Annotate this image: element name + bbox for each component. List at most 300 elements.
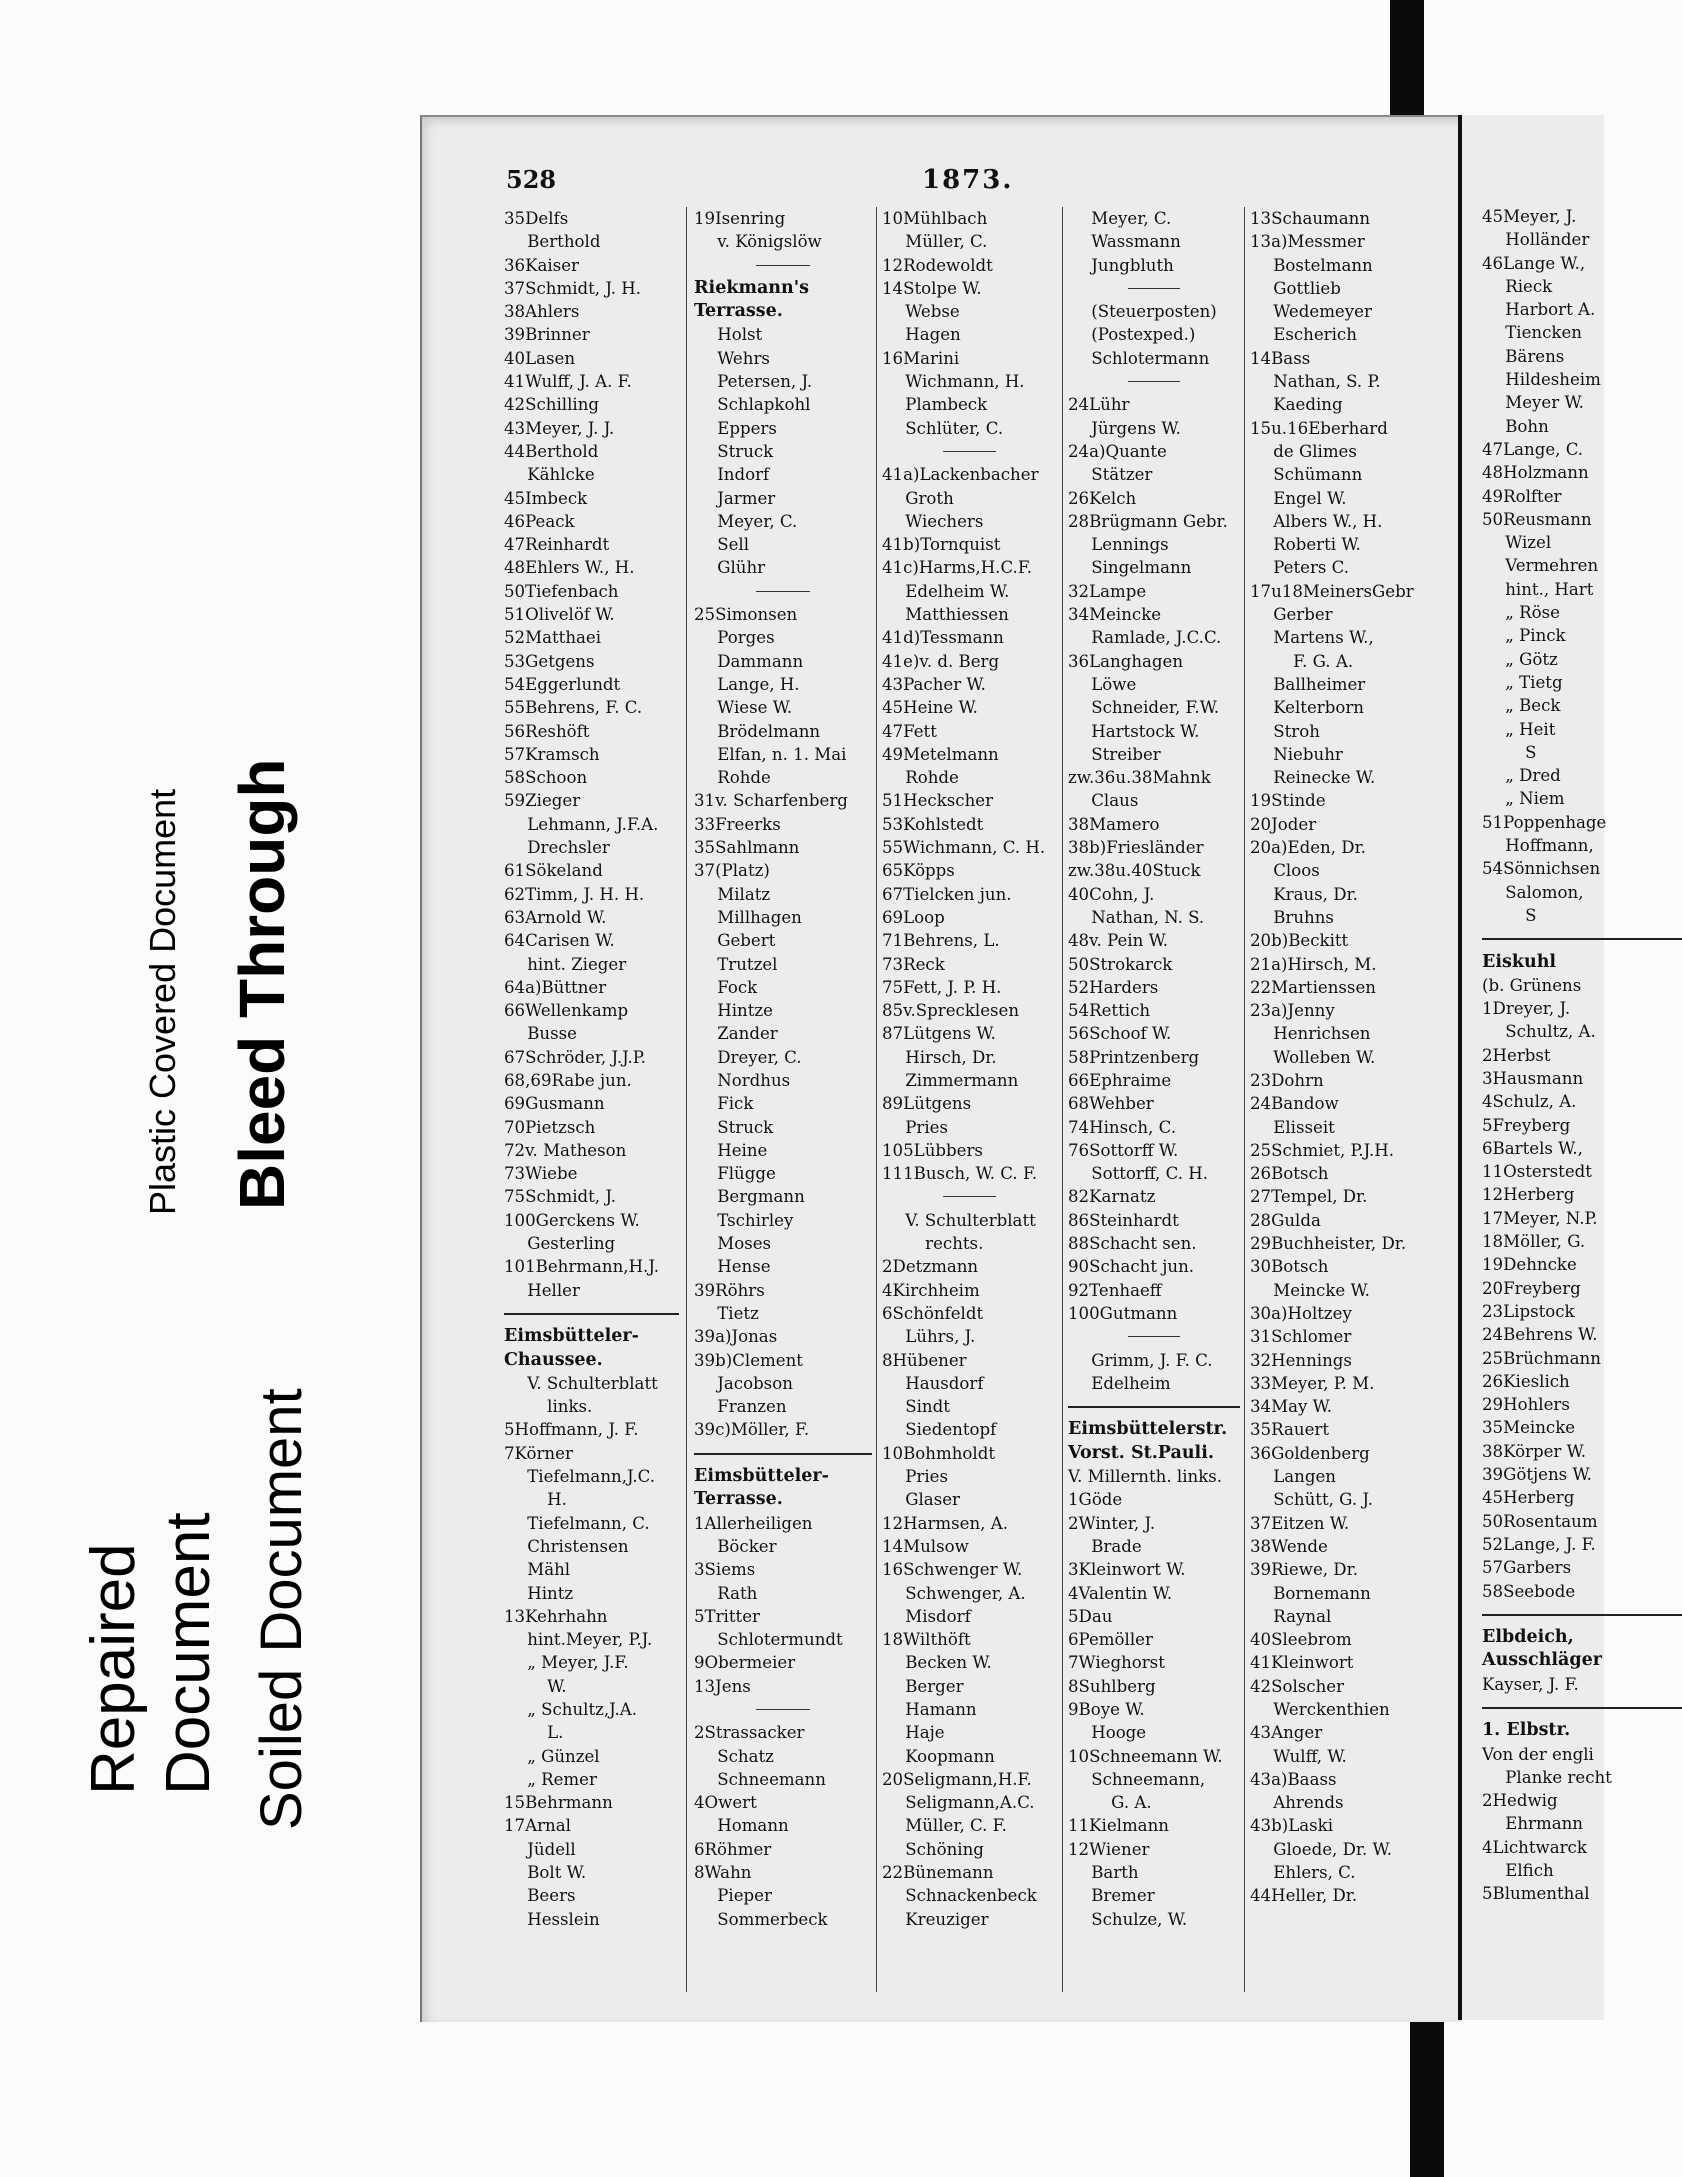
directory-entry: 28Brügmann Gebr.: [1068, 511, 1228, 531]
directory-entry: Struck: [717, 1117, 774, 1137]
directory-entry: 75Fett, J. P. H.: [882, 977, 1002, 997]
directory-entry: Löwe: [1091, 674, 1137, 694]
directory-entry: 8Hübener: [882, 1350, 967, 1370]
directory-entry: Ramlade, J.C.C.: [1091, 628, 1222, 648]
column-rule: [686, 207, 687, 1992]
directory-entry: Kelterborn: [1273, 698, 1364, 718]
directory-entry: 20Freyberg: [1482, 1278, 1581, 1298]
directory-entry: Kaeding: [1273, 395, 1343, 415]
directory-entry: Zimmermann: [905, 1070, 1019, 1090]
repaired-label: Repaired: [79, 1543, 148, 1795]
directory-entry: Schatz: [717, 1746, 774, 1766]
directory-entry: Homann: [717, 1816, 789, 1836]
directory-entry: 43a)Baass: [1250, 1769, 1337, 1789]
directory-entry: Hildesheim: [1505, 370, 1601, 390]
directory-entry: 43Pacher W.: [882, 674, 986, 694]
directory-entry: 67Schröder, J.J.P.: [504, 1047, 646, 1067]
page-year: 1873.: [922, 165, 1014, 195]
directory-entry: 52Harders: [1068, 977, 1159, 997]
section-rule: [1068, 1395, 1240, 1418]
directory-entry: 75Schmidt, J.: [504, 1187, 616, 1207]
directory-entry: Harbort A.: [1505, 300, 1596, 320]
directory-entry: (b. Grünens: [1482, 975, 1582, 995]
separator-rule: [694, 1698, 872, 1721]
directory-entry: 73Reck: [882, 954, 945, 974]
directory-entry: 26Kieslich: [1482, 1371, 1570, 1391]
directory-entry: Vermehren: [1505, 556, 1599, 576]
directory-entry: 68,69Rabe jun.: [504, 1070, 632, 1090]
directory-entry: 23a)Jenny: [1250, 1001, 1335, 1021]
directory-entry: Roberti W.: [1273, 535, 1361, 555]
directory-entry: Christensen: [527, 1536, 629, 1556]
directory-entry: 52Lange, J. F.: [1482, 1534, 1596, 1554]
directory-entry: Nathan, S. P.: [1273, 372, 1381, 392]
directory-entry: 44Heller, Dr.: [1250, 1886, 1358, 1906]
directory-entry: F. G. A.: [1293, 651, 1354, 671]
directory-entry: 17u18MeinersGebr: [1250, 581, 1414, 601]
directory-entry: Werckenthien: [1273, 1700, 1390, 1719]
directory-entry: 86Steinhardt: [1068, 1210, 1179, 1230]
directory-entry: Jacobson: [717, 1373, 793, 1393]
directory-entry: Bornemann: [1273, 1583, 1371, 1603]
directory-entry: 35Delfs: [504, 209, 569, 228]
directory-entry: 33Freerks: [694, 814, 781, 834]
directory-entry: 37Eitzen W.: [1250, 1513, 1350, 1533]
directory-entry: Plambeck: [905, 395, 988, 415]
directory-entry: Ahrends: [1273, 1793, 1344, 1813]
directory-entry: 9Boye W.: [1068, 1700, 1145, 1719]
directory-entry: Kreuziger: [905, 1909, 989, 1929]
directory-entry: 40Lasen: [504, 348, 576, 368]
directory-entry: Lange, H.: [717, 674, 800, 694]
directory-entry: „ Remer: [527, 1769, 597, 1789]
directory-entry: 39Röhrs: [694, 1280, 765, 1300]
directory-entry: 34Meincke: [1068, 605, 1162, 625]
directory-entry: 19Dehncke: [1482, 1255, 1577, 1275]
directory-entry: 35Meincke: [1482, 1418, 1576, 1438]
separator-rule: [1068, 1325, 1240, 1348]
directory-entry: 105Lübbers: [882, 1140, 983, 1160]
directory-entry: 14Bass: [1250, 348, 1311, 368]
directory-entry: Matthiessen: [905, 605, 1009, 625]
directory-entry: Schultz, A.: [1505, 1022, 1596, 1042]
directory-entry: Schütt, G. J.: [1273, 1490, 1374, 1510]
directory-entry: Elisseit: [1273, 1117, 1335, 1137]
directory-entry: 8Wahn: [694, 1863, 752, 1883]
directory-entry: 40Cohn, J.: [1068, 884, 1155, 904]
directory-entry: 12Wiener: [1068, 1839, 1150, 1859]
directory-entry: 24a)Quante: [1068, 441, 1167, 461]
directory-entry: Eppers: [717, 418, 777, 438]
scanned-page: [420, 115, 1462, 2022]
directory-entry: 46Lange W.,: [1482, 253, 1586, 273]
directory-entry: Barth: [1091, 1863, 1139, 1883]
directory-entry: Hintz: [527, 1583, 574, 1603]
directory-entry: 41c)Harms,H.C.F.: [882, 558, 1033, 578]
directory-entry: Engel W.: [1273, 488, 1347, 508]
directory-entry: 12Rodewoldt: [882, 255, 993, 275]
directory-entry: Hagen: [905, 325, 961, 345]
directory-entry: Böcker: [717, 1536, 777, 1556]
directory-entry: 26Botsch: [1250, 1164, 1329, 1184]
directory-entry: 38Körper W.: [1482, 1441, 1587, 1461]
directory-entry: 50Rosentaum: [1482, 1511, 1598, 1531]
directory-entry: 30a)Holtzey: [1250, 1303, 1352, 1323]
directory-entry: 50Tiefenbach: [504, 581, 619, 601]
separator-rule: [694, 580, 872, 603]
directory-entry: S: [1525, 742, 1537, 762]
directory-entry: 54Sönnichsen: [1482, 859, 1601, 879]
directory-entry: 39a)Jonas: [694, 1327, 778, 1347]
directory-entry: 66Wellenkamp: [504, 1001, 629, 1021]
directory-entry: Elfan, n. 1. Mai: [717, 744, 847, 764]
directory-entry: Jürgens W.: [1091, 418, 1181, 438]
directory-entry: Sottorff, C. H.: [1091, 1164, 1208, 1184]
directory-entry: 5Freyberg: [1482, 1115, 1571, 1135]
directory-entry: 13Schaumann: [1250, 209, 1371, 228]
directory-entry: 4Valentin W.: [1068, 1583, 1173, 1603]
directory-entry: Wiechers: [905, 511, 984, 531]
directory-entry: Meincke W.: [1273, 1280, 1370, 1300]
directory-entry: 76Sottorff W.: [1068, 1140, 1179, 1160]
directory-entry: 59Zieger: [504, 791, 581, 811]
directory-entry: Millhagen: [717, 907, 802, 927]
column-rule: [1062, 207, 1063, 1992]
directory-entry: 45Herberg: [1482, 1488, 1575, 1508]
adjoining-page: [1458, 115, 1612, 2020]
directory-entry: 43b)Laski: [1250, 1816, 1334, 1836]
directory-entry: Wedemeyer: [1273, 302, 1372, 322]
directory-entry: Salomon,: [1505, 882, 1584, 902]
directory-entry: Holst: [717, 325, 763, 345]
directory-entry: 47Reinhardt: [504, 535, 610, 555]
section-rule: [1482, 1696, 1682, 1719]
directory-entry: Misdorf: [905, 1606, 971, 1626]
directory-entry: 2Detzmann: [882, 1257, 979, 1277]
street-heading: Chaussee.: [504, 1349, 603, 1370]
directory-entry: 56Reshöft: [504, 721, 590, 741]
directory-entry: 69Loop: [882, 907, 945, 927]
directory-entry: 25Simonsen: [694, 605, 798, 625]
directory-entry: 73Wiebe: [504, 1164, 578, 1184]
directory-entry: 4Owert: [694, 1793, 757, 1813]
directory-entry: 72v. Matheson: [504, 1140, 627, 1160]
directory-entry: 55Behrens, F. C.: [504, 698, 643, 718]
street-heading: Eimsbüttelerstr.: [1068, 1419, 1228, 1440]
directory-entry: 85v.Sprecklesen: [882, 1001, 1020, 1021]
directory-entry: 11Osterstedt: [1482, 1162, 1592, 1182]
directory-entry: Porges: [717, 628, 775, 648]
directory-entry: 35Rauert: [1250, 1420, 1329, 1440]
directory-entry: 7Körner: [504, 1443, 573, 1463]
directory-entry: Brade: [1091, 1536, 1142, 1556]
directory-entry: 56Schoof W.: [1068, 1024, 1172, 1044]
directory-entry: Planke recht: [1505, 1767, 1612, 1787]
directory-entry: Jüdell: [527, 1839, 576, 1859]
directory-entry: Escherich: [1273, 325, 1357, 345]
directory-entry: 24Lühr: [1068, 395, 1130, 415]
street-heading: Elbdeich,: [1482, 1627, 1574, 1648]
directory-entry: Milatz: [717, 884, 771, 904]
directory-entry: 12Harmsen, A.: [882, 1513, 1008, 1533]
column-rule: [1244, 207, 1245, 1992]
section-rule: [694, 1442, 872, 1465]
directory-entry: Wehrs: [717, 348, 770, 368]
directory-entry: 64Carisen W.: [504, 931, 615, 951]
directory-entry: 13Jens: [694, 1676, 751, 1696]
section-rule: [1482, 1603, 1682, 1626]
directory-entry: 49Metelmann: [882, 744, 999, 764]
directory-entry: Bohn: [1505, 416, 1549, 436]
directory-entry: Kählcke: [527, 465, 595, 485]
directory-entry: 13a)Messmer: [1250, 232, 1365, 252]
directory-entry: 64a)Büttner: [504, 977, 607, 997]
directory-entry: Schwenger, A.: [905, 1583, 1026, 1603]
directory-column-5: [1250, 207, 1432, 1908]
directory-entry: 17Arnal: [504, 1816, 571, 1836]
directory-entry: 111Busch, W. C. F.: [882, 1164, 1038, 1184]
directory-entry: 6Bartels W.,: [1482, 1138, 1583, 1158]
directory-entry: 2Winter, J.: [1068, 1513, 1156, 1533]
directory-entry: 8Suhlberg: [1068, 1676, 1156, 1696]
directory-entry: Wiese W.: [717, 698, 793, 718]
directory-entry: Tiencken: [1505, 323, 1582, 343]
directory-entry: Brödelmann: [717, 721, 821, 741]
directory-entry: Cloos: [1273, 861, 1320, 881]
directory-entry: 70Pietzsch: [504, 1117, 596, 1137]
directory-entry: 4Kirchheim: [882, 1280, 980, 1300]
directory-entry: Dreyer, C.: [717, 1047, 802, 1067]
directory-entry: Martens W.,: [1273, 628, 1374, 648]
directory-entry: Franzen: [717, 1397, 787, 1417]
soiled-document-label: Soiled Document: [249, 1388, 314, 1830]
directory-entry: 74Hinsch, C.: [1068, 1117, 1177, 1137]
directory-column-3: [882, 207, 1057, 1931]
directory-entry: Rath: [717, 1583, 758, 1603]
directory-entry: 54Rettich: [1068, 1001, 1151, 1021]
directory-entry: 14Mulsow: [882, 1536, 969, 1556]
directory-entry: Von der engli: [1482, 1744, 1594, 1764]
directory-entry: Pieper: [717, 1886, 772, 1906]
directory-entry: de Glimes: [1273, 441, 1357, 461]
directory-entry: 61Sökeland: [504, 861, 603, 881]
directory-entry: 29Hohlers: [1482, 1395, 1570, 1415]
directory-entry: 27Tempel, Dr.: [1250, 1187, 1368, 1207]
directory-entry: 10Mühlbach: [882, 209, 988, 228]
directory-entry: Hesslein: [527, 1909, 600, 1929]
directory-entry: 36Langhagen: [1068, 651, 1184, 671]
directory-entry: 48Holzmann: [1482, 463, 1589, 483]
directory-entry: Petersen, J.: [717, 372, 813, 392]
directory-entry: Elfich: [1505, 1861, 1554, 1881]
directory-entry: Hintze: [717, 1001, 773, 1021]
directory-entry: Gloede, Dr. W.: [1273, 1839, 1392, 1859]
street-heading: Eimsbütteler-: [504, 1326, 639, 1347]
directory-entry: 53Kohlstedt: [882, 814, 984, 834]
directory-entry: 13Kehrhahn: [504, 1606, 608, 1626]
directory-entry: 36Goldenberg: [1250, 1443, 1370, 1463]
directory-entry: Siedentopf: [905, 1420, 997, 1440]
directory-entry: Nordhus: [717, 1070, 791, 1090]
directory-entry: V. Schulterblatt: [905, 1210, 1036, 1230]
directory-entry: 2Strassacker: [694, 1723, 805, 1743]
directory-column-6: [1482, 205, 1682, 1906]
separator-rule: [882, 1185, 1057, 1208]
directory-entry: Rieck: [1505, 276, 1553, 296]
directory-entry: Rohde: [717, 768, 771, 788]
directory-entry: 19Stinde: [1250, 791, 1326, 811]
page-number: 528: [506, 165, 557, 194]
directory-entry: 41d)Tessmann: [882, 628, 1004, 648]
directory-entry: 10Bohmholdt: [882, 1443, 995, 1463]
directory-entry: 26Kelch: [1068, 488, 1137, 508]
directory-entry: „ Heit: [1505, 719, 1556, 739]
directory-entry: Becken W.: [905, 1653, 992, 1673]
directory-entry: W.: [547, 1676, 567, 1696]
directory-entry: Dammann: [717, 651, 804, 671]
directory-entry: 32Lampe: [1068, 581, 1147, 601]
directory-entry: 55Wichmann, C. H.: [882, 838, 1046, 858]
directory-entry: 100Gerckens W.: [504, 1210, 640, 1230]
directory-entry: 1Allerheiligen: [694, 1513, 813, 1533]
directory-entry: 15u.16Eberhard: [1250, 418, 1388, 438]
directory-entry: 42Solscher: [1250, 1676, 1345, 1696]
directory-entry: 16Marini: [882, 348, 960, 368]
directory-entry: Niebuhr: [1273, 744, 1343, 764]
directory-entry: Gesterling: [527, 1234, 616, 1254]
directory-entry: 87Lütgens W.: [882, 1024, 996, 1044]
directory-entry: Webse: [905, 302, 960, 322]
directory-entry: 45Meyer, J.: [1482, 207, 1577, 226]
directory-entry: 38Wende: [1250, 1536, 1328, 1556]
street-heading: Vorst. St.Pauli.: [1068, 1442, 1214, 1463]
directory-entry: 39Riewe, Dr.: [1250, 1560, 1358, 1580]
directory-entry: 50Strokarck: [1068, 954, 1173, 974]
directory-entry: 39c)Möller, F.: [694, 1420, 810, 1440]
directory-entry: Hoffmann,: [1505, 836, 1594, 856]
directory-entry: Stroh: [1273, 721, 1320, 741]
binder-strip-bottom: [1410, 2000, 1444, 2177]
directory-entry: Schlotermundt: [717, 1630, 843, 1650]
directory-entry: 82Karnatz: [1068, 1187, 1156, 1207]
directory-entry: „ Dred: [1505, 766, 1561, 786]
directory-entry: 44Berthold: [504, 441, 599, 461]
directory-entry: 65Köpps: [882, 861, 955, 881]
directory-entry: 28Gulda: [1250, 1210, 1321, 1230]
directory-entry: Kayser, J. F.: [1482, 1674, 1579, 1694]
directory-entry: 36Kaiser: [504, 255, 579, 275]
street-heading: Riekmann's: [694, 277, 809, 298]
directory-entry: 2Hedwig: [1482, 1791, 1558, 1811]
directory-entry: „ Schultz,J.A.: [527, 1700, 638, 1719]
directory-entry: 46Peack: [504, 511, 575, 531]
directory-entry: 22Bünemann: [882, 1863, 994, 1883]
directory-entry: 34May W.: [1250, 1397, 1333, 1417]
directory-column-2: [694, 207, 872, 1931]
directory-entry: 7Wieghorst: [1068, 1653, 1165, 1673]
column-rule: [876, 207, 877, 1992]
directory-entry: Fock: [717, 977, 758, 997]
directory-entry: 14Stolpe W.: [882, 278, 982, 298]
directory-entry: 20Joder: [1250, 814, 1317, 834]
directory-entry: 25Schmiet, P.J.H.: [1250, 1140, 1395, 1160]
directory-entry: (Postexped.): [1091, 325, 1196, 345]
directory-entry: 37(Platz): [694, 861, 770, 881]
directory-entry: Ehrmann: [1505, 1814, 1583, 1834]
directory-entry: 29Buchheister, Dr.: [1250, 1234, 1407, 1254]
directory-entry: Streiber: [1091, 744, 1161, 764]
directory-entry: Müller, C. F.: [905, 1816, 1007, 1836]
directory-entry: Lennings: [1091, 535, 1169, 555]
directory-entry: 3Siems: [694, 1560, 756, 1580]
directory-entry: 62Timm, J. H. H.: [504, 884, 645, 904]
directory-entry: 68Wehber: [1068, 1094, 1154, 1114]
directory-entry: Hense: [717, 1257, 771, 1277]
directory-entry: 41Wulff, J. A. F.: [504, 372, 632, 392]
directory-entry: 41b)Tornquist: [882, 535, 1001, 555]
directory-entry: Henrichsen: [1273, 1024, 1371, 1044]
directory-entry: 22Martienssen: [1250, 977, 1376, 997]
directory-entry: Indorf: [717, 465, 770, 485]
directory-entry: „ Günzel: [527, 1746, 600, 1766]
directory-entry: rechts.: [925, 1234, 984, 1254]
directory-entry: Flügge: [717, 1164, 776, 1184]
directory-entry: Hausdorf: [905, 1373, 984, 1393]
directory-entry: hint.Meyer, P.J.: [527, 1630, 653, 1650]
directory-entry: 3Kleinwort W.: [1068, 1560, 1186, 1580]
directory-entry: Bremer: [1091, 1886, 1155, 1906]
directory-entry: Müller, C.: [905, 232, 988, 252]
directory-entry: 51Heckscher: [882, 791, 994, 811]
directory-entry: Lührs, J.: [905, 1327, 976, 1347]
directory-entry: Glaser: [905, 1490, 960, 1510]
directory-entry: 53Getgens: [504, 651, 595, 671]
directory-entry: 23Lipstock: [1482, 1301, 1575, 1321]
directory-entry: Schlüter, C.: [905, 418, 1004, 438]
directory-entry: Schlapkohl: [717, 395, 811, 415]
directory-entry: links.: [547, 1397, 593, 1417]
directory-entry: Raynal: [1273, 1606, 1332, 1626]
directory-entry: Schümann: [1273, 465, 1363, 485]
directory-entry: Jungbluth: [1091, 255, 1174, 275]
directory-entry: 5Dau: [1068, 1606, 1113, 1626]
directory-entry: Wolleben W.: [1273, 1047, 1376, 1067]
directory-entry: 89Lütgens: [882, 1094, 972, 1114]
directory-entry: Fick: [717, 1094, 754, 1114]
directory-entry: 58Schoon: [504, 768, 588, 788]
directory-entry: „ Meyer, J.F.: [527, 1653, 629, 1673]
directory-entry: 21a)Hirsch, M.: [1250, 954, 1377, 974]
directory-entry: Gerber: [1273, 605, 1333, 625]
directory-entry: 6Schönfeldt: [882, 1303, 984, 1323]
directory-entry: 1Göde: [1068, 1490, 1123, 1510]
directory-entry: S: [1525, 905, 1537, 925]
directory-entry: 57Garbers: [1482, 1558, 1572, 1578]
directory-entry: Tiefelmann,J.C.: [527, 1467, 655, 1487]
directory-entry: Busse: [527, 1024, 577, 1044]
directory-entry: 25Brüchmann: [1482, 1348, 1601, 1368]
directory-entry: 12Herberg: [1482, 1185, 1575, 1205]
directory-entry: Mähl: [527, 1560, 571, 1580]
directory-entry: 54Eggerlundt: [504, 674, 621, 694]
directory-entry: 5Hoffmann, J. F.: [504, 1420, 639, 1440]
directory-entry: Bärens: [1505, 346, 1565, 366]
directory-entry: 3Hausmann: [1482, 1068, 1584, 1088]
directory-entry: 31v. Scharfenberg: [694, 791, 848, 811]
directory-entry: hint., Hart: [1505, 579, 1594, 599]
street-heading: Ausschläger: [1482, 1650, 1602, 1671]
directory-entry: Schneider, F.W.: [1091, 698, 1220, 718]
